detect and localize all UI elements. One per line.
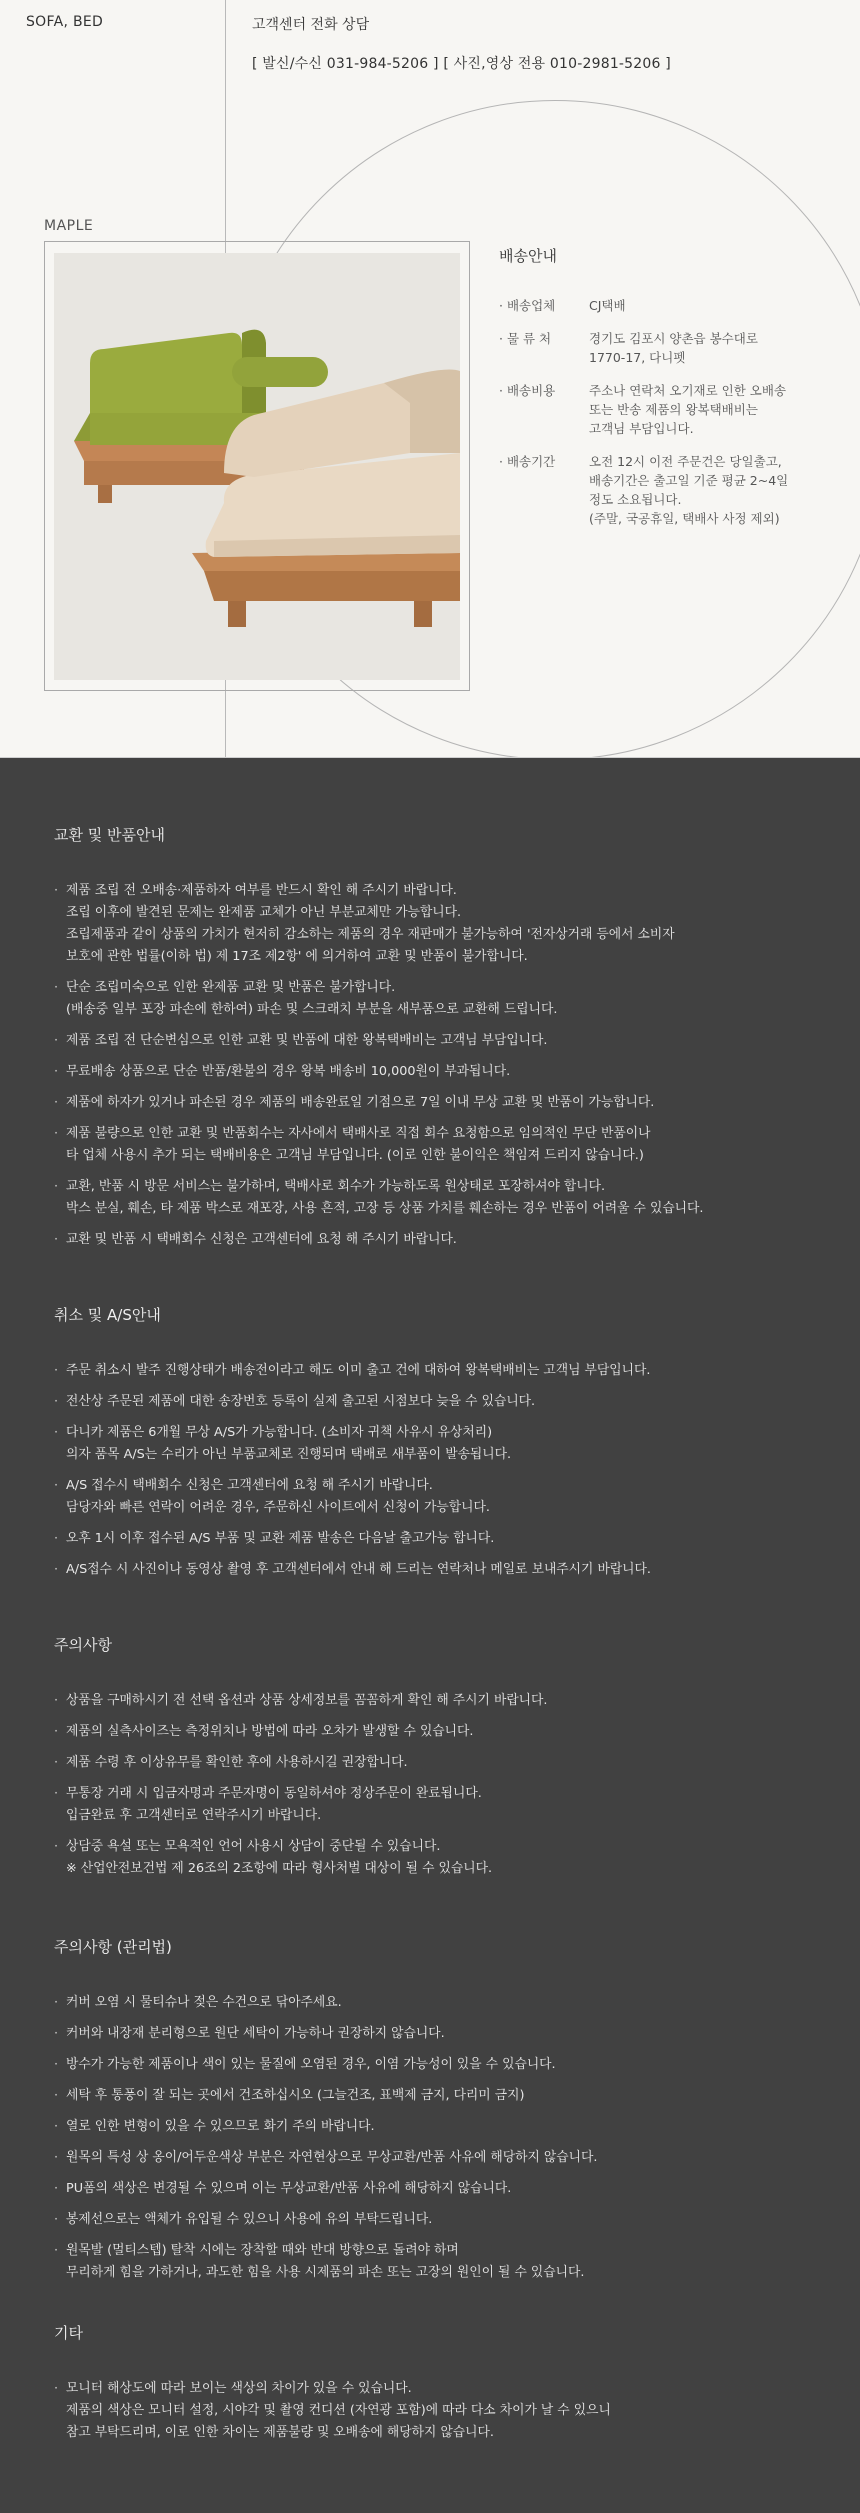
bullet-icon: · xyxy=(54,1363,59,1378)
bullet-icon: · xyxy=(54,1425,59,1440)
bullet-icon: · xyxy=(54,2088,59,2103)
shipping-value-line: 주소나 연락처 오기재로 인한 오배송 xyxy=(589,383,787,398)
policy-line: · 커버 오염 시 물티슈나 젖은 수건으로 닦아주세요. xyxy=(66,1992,834,2014)
policy-line: 타 업체 사용시 추가 되는 택배비용은 고객님 부담입니다. (이로 인한 불이익은 책임져 드리지 않습니다.) xyxy=(66,1148,644,1163)
sofa-bed-illustration xyxy=(54,253,460,680)
shipping-value xyxy=(589,329,839,367)
policy-line: · A/S접수 시 사진이나 동영상 촬영 후 고객센터에서 안내 해 드리는 연락처나 메일로 보내주시기 바랍니다. xyxy=(66,1559,834,1581)
section-title: 취소 및 A/S안내 xyxy=(54,1306,161,1324)
policy-item xyxy=(54,1836,834,1880)
section-title: 주의사항 xyxy=(54,1636,112,1654)
bullet-icon: · xyxy=(54,1693,59,1708)
shipping-value-line: 1770-17, 다니펫 xyxy=(589,350,686,365)
policy-line: · 원목의 특성 상 옹이/어두운색상 부분은 자연현상으로 무상교환/반품 사유에 해당하지 않습니다. xyxy=(66,2147,834,2169)
bullet-icon: · xyxy=(54,1562,59,1577)
policy-line: 박스 분실, 훼손, 타 제품 박스로 재포장, 사용 흔적, 고장 등 상품 가치를 훼손하는 경우 반품이 어려울 수 있습니다. xyxy=(66,1201,704,1216)
policy-line: · 제품의 실측사이즈는 측정위치나 방법에 따라 오차가 발생할 수 있습니다. xyxy=(66,1721,834,1743)
shipping-label: · 배송기간 xyxy=(499,454,556,469)
policy-item xyxy=(54,1783,834,1827)
product-photo xyxy=(54,253,460,680)
bullet-icon: · xyxy=(54,1394,59,1409)
policy-line: · 원목발 (멀티스텝) 탈착 시에는 장착할 때와 반대 방향으로 돌려야 하며 xyxy=(66,2240,834,2262)
policy-line: 참고 부탁드리며, 이로 인한 차이는 제품불량 및 오배송에 해당하지 않습니다. xyxy=(66,2425,494,2440)
section-title: 기타 xyxy=(54,2324,83,2342)
cs-phone: [ 발신/수신 031-984-5206 ] [ 사진,영상 전용 010-2981-5206 ] xyxy=(252,56,671,72)
policy-item xyxy=(54,1475,834,1519)
policy-item xyxy=(54,977,834,1021)
policy-item xyxy=(54,1559,834,1581)
policy-item xyxy=(54,880,834,968)
policy-item xyxy=(54,1092,834,1114)
product-name: MAPLE xyxy=(44,218,94,234)
bullet-icon: · xyxy=(54,2119,59,2134)
shipping-info xyxy=(499,296,839,542)
bullet-icon: · xyxy=(54,1095,59,1110)
bullet-icon: · xyxy=(54,1839,59,1854)
policy-item xyxy=(54,1391,834,1413)
policy-item xyxy=(54,2116,834,2138)
policy-section xyxy=(54,1634,834,1889)
policy-line: 조립제품과 같이 상품의 가치가 현저히 감소하는 제품의 경우 재판매가 불가능하여 '전자상거래 등에서 소비자 xyxy=(66,927,675,942)
bullet-icon: · xyxy=(54,1755,59,1770)
policy-line: (배송중 일부 포장 파손에 한하여) 파손 및 스크래치 부분을 새부품으로 교환해 드립니다. xyxy=(66,1002,558,1017)
policy-item xyxy=(54,1176,834,1220)
shipping-value-line: 오전 12시 이전 주문건은 당일출고, xyxy=(589,454,782,469)
bullet-icon: · xyxy=(54,1995,59,2010)
policy-item xyxy=(54,1752,834,1774)
policy-line: · 상품을 구매하시기 전 선택 옵션과 상품 상세정보를 꼼꼼하게 확인 해 주시기 바랍니다. xyxy=(66,1690,834,1712)
shipping-row xyxy=(499,381,839,438)
bullet-icon: · xyxy=(54,1478,59,1493)
policy-item xyxy=(54,1229,834,1251)
bullet-icon: · xyxy=(54,980,59,995)
shipping-value-line: 정도 소요됩니다. xyxy=(589,492,682,507)
policy-item xyxy=(54,2378,834,2444)
policy-item xyxy=(54,1690,834,1712)
shipping-label: · 배송업체 xyxy=(499,298,556,313)
shipping-value xyxy=(589,296,839,315)
policy-section xyxy=(54,1936,834,2293)
shipping-label: · 물 류 처 xyxy=(499,331,552,346)
section-title: 주의사항 (관리법) xyxy=(54,1938,172,1956)
policy-section xyxy=(54,2322,834,2453)
policy-item xyxy=(54,2023,834,2045)
policy-panel xyxy=(0,758,860,2513)
policy-item xyxy=(54,2085,834,2107)
shipping-value-line: 배송기간은 출고일 기준 평균 2~4일 xyxy=(589,473,789,488)
policy-line: 의자 품목 A/S는 수리가 아닌 부품교체로 진행되며 택배로 새부품이 발송됩니다. xyxy=(66,1447,512,1462)
policy-line: · 봉제선으로는 액체가 유입될 수 있으니 사용에 유의 부탁드립니다. xyxy=(66,2209,834,2231)
shipping-label: · 배송비용 xyxy=(499,383,556,398)
policy-line: 담당자와 빠른 연락이 어려운 경우, 주문하신 사이트에서 신청이 가능합니다. xyxy=(66,1500,490,1515)
shipping-title: 배송안내 xyxy=(499,247,557,265)
policy-line: · 제품 조립 전 오배송·제품하자 여부를 반드시 확인 해 주시기 바랍니다. xyxy=(66,880,834,902)
policy-line: · 제품에 하자가 있거나 파손된 경우 제품의 배송완료일 기점으로 7일 이내 무상 교환 및 반품이 가능합니다. xyxy=(66,1092,834,1114)
bullet-icon: · xyxy=(54,883,59,898)
policy-item xyxy=(54,1721,834,1743)
top-panel xyxy=(0,0,860,758)
bullet-icon: · xyxy=(54,1033,59,1048)
bullet-icon: · xyxy=(54,1232,59,1247)
policy-line: · 제품 불량으로 인한 교환 및 반품회수는 자사에서 택배사로 직접 회수 요청함으로 임의적인 무단 반품이나 xyxy=(66,1123,834,1145)
shipping-row xyxy=(499,329,839,367)
policy-line: · 오후 1시 이후 접수된 A/S 부품 및 교환 제품 발송은 다음날 출고가능 합니다. xyxy=(66,1528,834,1550)
shipping-value-line: (주말, 국공휴일, 택배사 사정 제외) xyxy=(589,511,780,526)
bullet-icon: · xyxy=(54,1724,59,1739)
policy-item xyxy=(54,1992,834,2014)
policy-line: · 다니카 제품은 6개월 무상 A/S가 가능합니다. (소비자 귀책 사유시 유상처리) xyxy=(66,1422,834,1444)
policy-line: 입금완료 후 고객센터로 연락주시기 바랍니다. xyxy=(66,1808,322,1823)
policy-line: 제품의 색상은 모니터 설정, 시야각 및 촬영 컨디션 (자연광 포함)에 따라 다소 차이가 날 수 있으니 xyxy=(66,2403,611,2418)
policy-line: · 세탁 후 통풍이 잘 되는 곳에서 건조하십시오 (그늘건조, 표백제 금지, 다리미 금지) xyxy=(66,2085,834,2107)
policy-line: · 교환, 반품 시 방문 서비스는 불가하며, 택배사로 회수가 가능하도록 원상태로 포장하셔야 합니다. xyxy=(66,1176,834,1198)
policy-item xyxy=(54,2147,834,2169)
bullet-icon: · xyxy=(54,2026,59,2041)
brand-label: SOFA, BED xyxy=(26,14,104,30)
bullet-icon: · xyxy=(54,1179,59,1194)
bullet-icon: · xyxy=(54,2181,59,2196)
bullet-icon: · xyxy=(54,1786,59,1801)
policy-line: · 주문 취소시 발주 진행상태가 배송전이라고 해도 이미 출고 건에 대하여 왕복택배비는 고객님 부담입니다. xyxy=(66,1360,834,1382)
bullet-icon: · xyxy=(54,2212,59,2227)
policy-line: · 커버와 내장재 분리형으로 원단 세탁이 가능하나 권장하지 않습니다. xyxy=(66,2023,834,2045)
section-title: 교환 및 반품안내 xyxy=(54,826,165,844)
policy-line: · A/S 접수시 택배회수 신청은 고객센터에 요청 해 주시기 바랍니다. xyxy=(66,1475,834,1497)
policy-line: · 제품 조립 전 단순변심으로 인한 교환 및 반품에 대한 왕복택배비는 고객님 부담입니다. xyxy=(66,1030,834,1052)
shipping-value-line: 경기도 김포시 양촌읍 봉수대로 xyxy=(589,331,758,346)
policy-line: · 모니터 해상도에 따라 보이는 색상의 차이가 있을 수 있습니다. xyxy=(66,2378,834,2400)
policy-item xyxy=(54,1422,834,1466)
policy-line: · PU폼의 색상은 변경될 수 있으며 이는 무상교환/반품 사유에 해당하지 않습니다. xyxy=(66,2178,834,2200)
bullet-icon: · xyxy=(54,2243,59,2258)
policy-item xyxy=(54,2178,834,2200)
policy-line: · 제품 수령 후 이상유무를 확인한 후에 사용하시길 권장합니다. xyxy=(66,1752,834,1774)
bullet-icon: · xyxy=(54,2381,59,2396)
policy-line: · 열로 인한 변형이 있을 수 있으므로 화기 주의 바랍니다. xyxy=(66,2116,834,2138)
policy-line: · 방수가 가능한 제품이나 색이 있는 물질에 오염된 경우, 이염 가능성이 있을 수 있습니다. xyxy=(66,2054,834,2076)
shipping-value xyxy=(589,452,839,528)
shipping-value-line: CJ택배 xyxy=(589,298,626,313)
policy-line: · 상담중 욕설 또는 모욕적인 언어 사용시 상담이 중단될 수 있습니다. xyxy=(66,1836,834,1858)
shipping-row xyxy=(499,296,839,315)
policy-item xyxy=(54,1528,834,1550)
bullet-icon: · xyxy=(54,2057,59,2072)
policy-item xyxy=(54,2209,834,2231)
shipping-value-line: 또는 반송 제품의 왕복택배비는 xyxy=(589,402,758,417)
bullet-icon: · xyxy=(54,1126,59,1141)
cs-title: 고객센터 전화 상담 xyxy=(252,17,370,33)
bullet-icon: · xyxy=(54,2150,59,2165)
bullet-icon: · xyxy=(54,1531,59,1546)
policy-line: ※ 산업안전보건법 제 26조의 2조항에 따라 형사처벌 대상이 될 수 있습니다. xyxy=(66,1861,493,1876)
policy-item xyxy=(54,1360,834,1382)
policy-item xyxy=(54,1123,834,1167)
policy-line: · 무통장 거래 시 입금자명과 주문자명이 동일하셔야 정상주문이 완료됩니다. xyxy=(66,1783,834,1805)
policy-line: 보호에 관한 법률(이하 법) 제 17조 제2항' 에 의거하여 교환 및 반품이 불가합니다. xyxy=(66,949,528,964)
policy-line: · 무료배송 상품으로 단순 반품/환불의 경우 왕복 배송비 10,000원이 부과됩니다. xyxy=(66,1061,834,1083)
bullet-icon: · xyxy=(54,1064,59,1079)
policy-item xyxy=(54,2240,834,2284)
policy-line: · 교환 및 반품 시 택배회수 신청은 고객센터에 요청 해 주시기 바랍니다. xyxy=(66,1229,834,1251)
policy-line: 조립 이후에 발견된 문제는 완제품 교체가 아닌 부분교체만 가능합니다. xyxy=(66,905,462,920)
policy-section xyxy=(54,1304,834,1590)
policy-section xyxy=(54,824,834,1260)
policy-item xyxy=(54,1030,834,1052)
policy-item xyxy=(54,2054,834,2076)
policy-line: · 단순 조립미숙으로 인한 완제품 교환 및 반품은 불가합니다. xyxy=(66,977,834,999)
policy-line: 무리하게 힘을 가하거나, 과도한 힘을 사용 시제품의 파손 또는 고장의 원인이 될 수 있습니다. xyxy=(66,2265,585,2280)
shipping-row xyxy=(499,452,839,528)
shipping-value xyxy=(589,381,839,438)
policy-line: · 전산상 주문된 제품에 대한 송장번호 등록이 실제 출고된 시점보다 늦을 수 있습니다. xyxy=(66,1391,834,1413)
policy-item xyxy=(54,1061,834,1083)
shipping-value-line: 고객님 부담입니다. xyxy=(589,421,694,436)
